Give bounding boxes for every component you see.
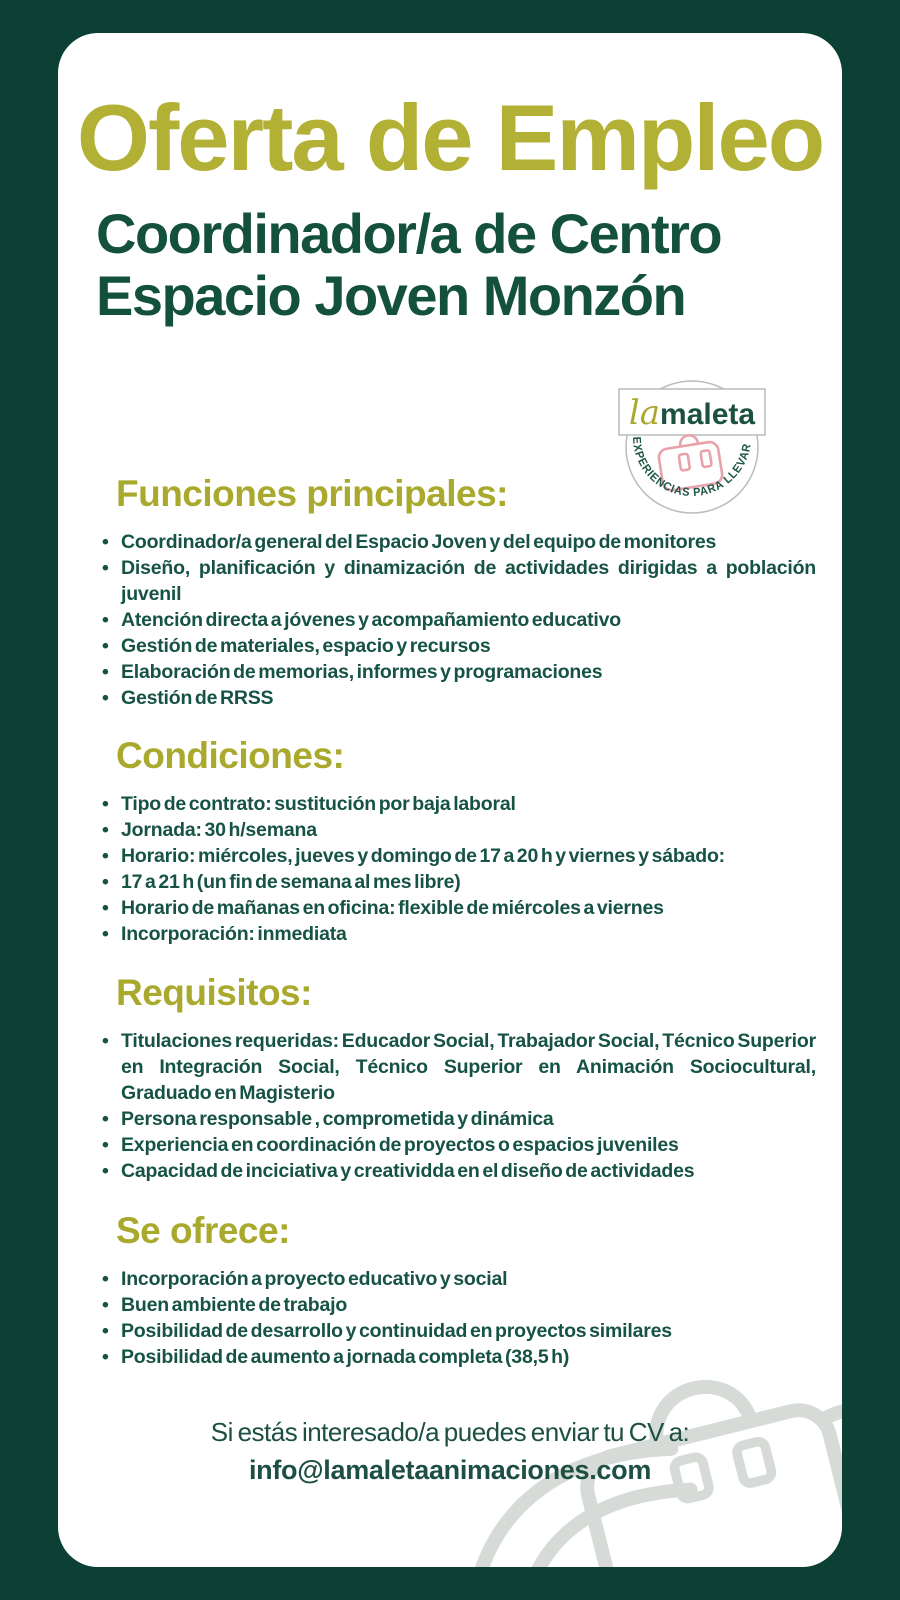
section-se-ofrece — [100, 1211, 816, 1370]
bullet-list — [100, 791, 816, 947]
section-heading: Funciones principales: — [116, 473, 508, 514]
bullet-item: • Posibilidad de aumento a jornada completa (38,5 h) — [100, 1344, 816, 1370]
section-heading: Requisitos: — [116, 972, 312, 1013]
page-title: Oferta de Empleo — [76, 85, 824, 190]
brand-name-maleta: maleta — [660, 398, 756, 431]
brand-logo — [618, 353, 766, 515]
bullet-item: • Horario: miércoles, jueves y domingo de 17 a 20 h y viernes y sábado: — [100, 843, 816, 869]
section-heading: Se ofrece: — [116, 1210, 290, 1251]
bullet-item: • Incorporación a proyecto educativo y social — [100, 1266, 816, 1292]
bullet-item: • Persona responsable , comprometida y dinámica — [100, 1106, 816, 1132]
bullet-item: • Incorporación: inmediata — [100, 921, 816, 947]
bullet-list — [100, 1266, 816, 1370]
bullet-item: • Buen ambiente de trabajo — [100, 1292, 816, 1318]
section-condiciones — [100, 736, 816, 947]
bullet-item: • 17 a 21 h (un fin de semana al mes libre) — [100, 869, 816, 895]
bullet-item: • Posibilidad de desarrollo y continuidad en proyectos similares — [100, 1318, 816, 1344]
bullet-item: • Elaboración de memorias, informes y programaciones — [100, 659, 816, 685]
job-title — [96, 203, 822, 326]
job-title-line2: Espacio Joven Monzón — [96, 263, 686, 327]
contact-block — [58, 1417, 842, 1486]
bullet-item: • Jornada: 30 h/semana — [100, 817, 816, 843]
poster-card — [58, 33, 842, 1567]
bullet-item: • Capacidad de inciciativa y creatividda en el diseño de actividades — [100, 1158, 816, 1184]
bullet-item: • Gestión de materiales, espacio y recursos — [100, 633, 816, 659]
contact-note: Si estás interesado/a puedes enviar tu CV a: — [210, 1417, 690, 1447]
job-title-line1: Coordinador/a de Centro — [96, 202, 722, 265]
bullet-item: • Titulaciones requeridas: Educador Social, Trabajador Social, Técnico Superior en Integración Social, Técnico Superior en Animación Sociocultural, Graduado en Magisterio — [100, 1028, 816, 1106]
bullet-item: • Atención directa a jóvenes y acompañamiento educativo — [100, 607, 816, 633]
bullet-item: • Experiencia en coordinación de proyectos o espacios juveniles — [100, 1132, 816, 1158]
bullet-item: • Horario de mañanas en oficina: flexible de miércoles a viernes — [100, 895, 816, 921]
bullet-list — [100, 529, 816, 711]
bullet-list — [100, 1028, 816, 1184]
section-heading: Condiciones: — [116, 735, 345, 776]
brand-name — [629, 393, 756, 433]
brand-tagline: EXPERIENCIAS PARA LLEVAR — [629, 436, 754, 500]
bullet-item: • Coordinador/a general del Espacio Joven y del equipo de monitores — [100, 529, 816, 555]
bullet-item: • Gestión de RRSS — [100, 685, 816, 711]
bullet-item: • Diseño, planificación y dinamización de actividades dirigidas a población juvenil — [100, 555, 816, 607]
section-requisitos — [100, 973, 816, 1184]
brand-name-la: la — [628, 393, 661, 433]
contact-email: info@lamaletaanimaciones.com — [248, 1455, 652, 1485]
bullet-item: • Tipo de contrato: sustitución por baja laboral — [100, 791, 816, 817]
